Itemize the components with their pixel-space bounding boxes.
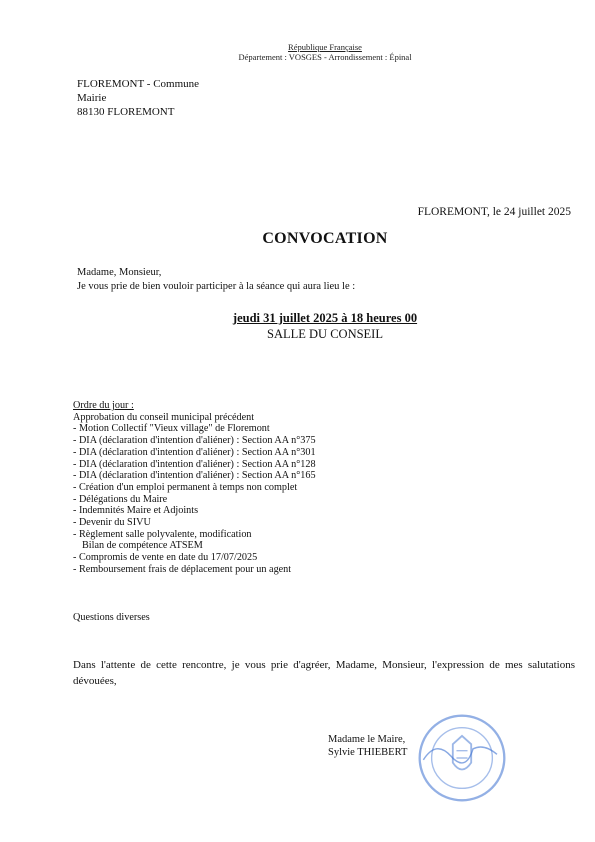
closing-paragraph: Dans l'attente de cette rencontre, je vous prie d'agréer, Madame, Monsieur, l'expression de mes salutations dévouées, (73, 659, 575, 687)
meeting-block (0, 310, 595, 342)
agenda-item: - Création d'un emploi permanent à temps non complet (73, 481, 298, 493)
agenda-item: - Remboursement frais de déplacement pour un agent (73, 563, 292, 575)
agenda-block (73, 400, 316, 576)
agenda-item: - DIA (déclaration d'intention d'aliéner) : Section AA n°165 (73, 470, 316, 482)
agenda-item: - DIA (déclaration d'intention d'aliéner) : Section AA n°375 (73, 435, 316, 447)
sender-name: FLOREMONT - Commune (77, 78, 200, 90)
misc-questions: Questions diverses (73, 612, 150, 623)
agenda-item: - Devenir du SIVU (73, 517, 151, 529)
agenda-item: - Règlement salle polyvalente, modification (73, 528, 252, 540)
salutation-block (77, 266, 355, 294)
agenda-item: - DIA (déclaration d'intention d'aliéner) : Section AA n°128 (73, 458, 316, 470)
signature-role: Madame le Maire, (328, 734, 406, 745)
agenda-list (73, 412, 316, 576)
department-line: Département : VOSGES - Arrondissement : Épinal (238, 52, 412, 62)
meeting-datetime: jeudi 31 juillet 2025 à 18 heures 00 (232, 311, 418, 325)
agenda-item: Bilan de compétence ATSEM (82, 540, 203, 552)
agenda-item: Approbation du conseil municipal précédent (73, 411, 255, 423)
stamp-emblem (453, 736, 471, 770)
salutation: Madame, Monsieur, (77, 267, 162, 278)
place-date: FLOREMONT, le 24 juillet 2025 (417, 206, 571, 218)
agenda-item: - Indemnités Maire et Adjoints (73, 505, 199, 517)
invitation-text: Je vous prie de bien vouloir participer à la séance qui aura lieu le : (77, 281, 356, 292)
signature-block (328, 733, 407, 759)
agenda-item: - Motion Collectif "Vieux village" de Floremont (73, 423, 270, 435)
sender-postal: 88130 FLOREMONT (77, 106, 175, 118)
agenda-item: - Délégations du Maire (73, 493, 168, 505)
republic-title: République Française (288, 42, 362, 52)
sender-block (77, 77, 199, 119)
agenda-item: - Compromis de vente en date du 17/07/2025 (73, 552, 258, 564)
meeting-room: SALLE DU CONSEIL (267, 327, 383, 341)
signature-name: Sylvie THIEBERT (328, 747, 408, 758)
republic-header (0, 42, 595, 62)
agenda-heading: Ordre du jour : (73, 400, 134, 411)
mairie-stamp-seal (416, 712, 508, 804)
agenda-item: - DIA (déclaration d'intention d'aliéner) : Section AA n°301 (73, 446, 316, 458)
stamp-emblem-detail (456, 751, 467, 758)
sender-office: Mairie (77, 92, 107, 104)
document-title: CONVOCATION (262, 230, 388, 247)
signature-scribble (423, 747, 497, 763)
